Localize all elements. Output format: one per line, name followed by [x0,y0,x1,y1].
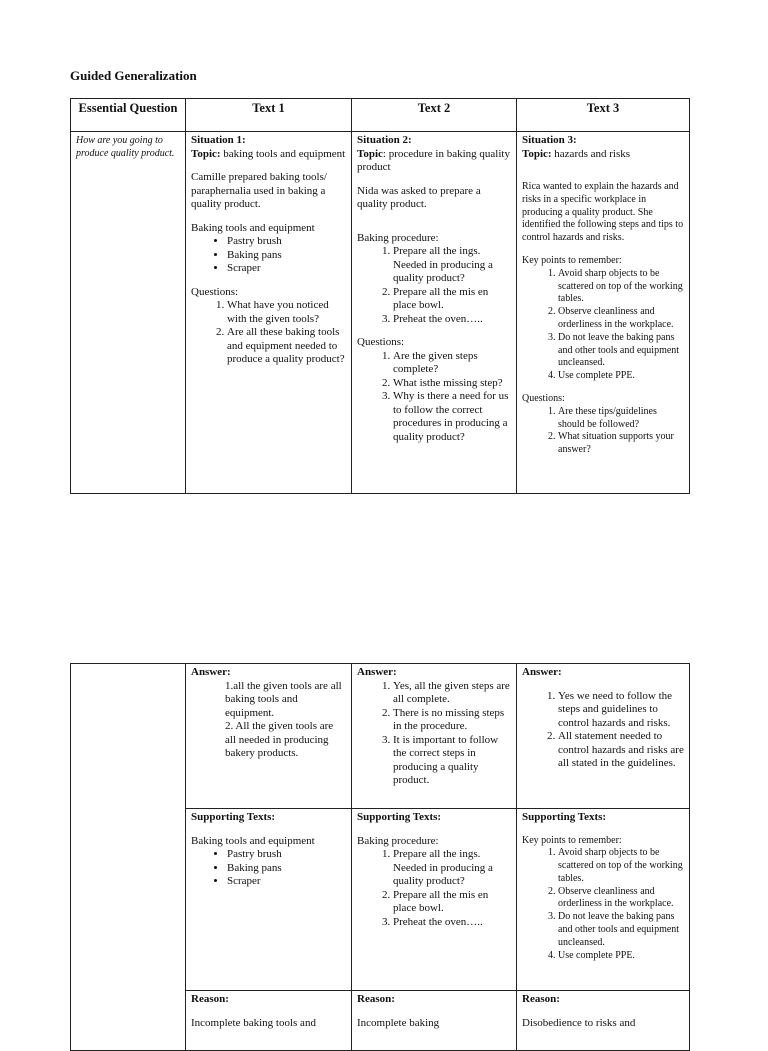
answer-2-list [357,680,511,788]
situation-1-topic: baking tools and equipment [220,147,346,160]
reason-3-text: Disobedience to risks and [522,1016,636,1029]
topic-label: Topic: [191,147,221,160]
answers-table [70,663,690,1051]
situation-1-list [191,235,346,276]
list-item: 2. Prepare all the mis en place bowl. [393,889,511,916]
list-item: 2. There is no missing steps in the procedure. [393,707,511,734]
list-item: • Baking pans [227,249,346,263]
situation-3-topic: hazards and risks [551,147,631,160]
question-item: 3. Why is there a need for us to follow the correct procedures in producing a quality product? [393,390,511,444]
supporting-1-heading: Baking tools and equipment [191,834,315,847]
situation-2-list-heading: Baking procedure: [357,231,439,244]
reason-3-cell [517,991,690,1051]
list-item: • Pastry brush [227,848,346,862]
reason-2-cell [352,991,517,1051]
list-item: 1. Avoid sharp objects to be scattered on top of the working tables. [558,847,684,885]
answer-label: Answer: [191,666,231,678]
list-item: 4. Use complete PPE. [558,950,684,963]
supporting-3-cell [517,809,690,991]
essential-question-cell: How are you going to produce quality product. [71,132,186,494]
reason-label: Reason: [522,993,560,1005]
blank-cell [71,664,186,1051]
situation-1-questions [191,299,346,367]
document-title: Guided Generalization [70,68,197,83]
question-item: 2. What isthe missing step? [393,377,511,391]
list-item: 2. Prepare all the mis en place bowl. [393,286,511,313]
reason-1-text: Incomplete baking tools and [191,1016,316,1029]
question-item: 2. What situation supports your answer? [558,431,684,457]
situation-3-questions-label: Questions: [522,392,565,404]
header-text-2: Text 2 [352,99,517,132]
reason-label: Reason: [191,993,229,1005]
list-item: 3. Preheat the oven….. [393,916,511,930]
situation-2-label: Situation 2: [357,134,412,146]
answer-label: Answer: [522,666,562,678]
list-item: 1. Avoid sharp objects to be scattered on top of the working tables. [558,268,684,306]
question-item: 1. Are the given steps complete? [393,350,511,377]
list-item: • Pastry brush [227,235,346,249]
list-item: 3. It is important to follow the correct steps in producing a quality product. [393,734,511,788]
list-item: 1. Yes, all the given steps are all complete. [393,680,511,707]
question-item: 1. What have you noticed with the given tools? [227,299,346,326]
supporting-1-list [191,848,346,889]
situation-3-list-heading: Key points to remember: [522,254,622,266]
list-item: 3. Do not leave the baking pans and other tools and equipment uncleansed. [558,332,684,370]
situation-3-intro: Rica wanted to explain the hazards and risks in a specific workplace in producing a quality product. She identified the following steps and tips to control hazards and risks. [522,181,684,244]
situation-3-list [522,268,684,383]
supporting-2-cell [352,809,517,991]
situation-1-cell [186,132,352,494]
situation-1-questions-label: Questions: [191,285,239,298]
answer-label: Answer: [357,666,397,678]
supporting-label: Supporting Texts: [191,811,276,823]
header-text-3: Text 3 [517,99,690,132]
list-item: 1. Prepare all the ings. Needed in producing a quality product? [393,245,511,286]
answer-2-cell [352,664,517,809]
reason-2-text: Incomplete baking [357,1016,440,1029]
supporting-label: Supporting Texts: [357,811,442,823]
situation-1-list-heading: Baking tools and equipment [191,221,315,234]
list-item: 2. All statement needed to control hazards and risks are all stated in the guidelines. [558,730,684,771]
reason-1-cell [186,991,352,1051]
situation-3-questions [522,406,684,457]
list-item: 2. Observe cleanliness and orderliness in the workplace. [558,306,684,332]
answer-3-cell [517,664,690,809]
situation-1-intro: Camille prepared baking tools/ paraphernalia used in baking a quality product. [191,171,327,210]
question-item: 2. Are all these baking tools and equipment needed to produce a quality product? [227,326,346,367]
supporting-2-heading: Baking procedure: [357,834,439,847]
list-item: 1. Prepare all the ings. Needed in producing a quality product? [393,848,511,889]
header-essential-question: Essential Question [71,99,186,132]
list-item: 3. Preheat the oven….. [393,313,511,327]
answer-1-cell [186,664,352,809]
supporting-3-heading: Key points to remember: [522,834,622,846]
topic-label: Topic [357,147,383,160]
list-item: 4. Use complete PPE. [558,370,684,383]
answer-3-list [522,690,684,771]
generalization-table [70,98,690,494]
answer-1-line: 2. All the given tools are all needed in producing bakery products. [225,720,334,759]
topic-label: Topic: [522,147,552,160]
question-item: 1. Are these tips/guidelines should be followed? [558,406,684,432]
situation-2-questions [357,350,511,445]
situation-2-cell [352,132,517,494]
situation-3-label: Situation 3: [522,134,577,146]
list-item: • Baking pans [227,862,346,876]
supporting-label: Supporting Texts: [522,811,607,823]
supporting-1-cell [186,809,352,991]
situation-2-topic: : procedure in baking quality product [357,147,510,173]
list-item: • Scraper [227,875,346,889]
list-item: • Scraper [227,262,346,276]
list-item: 2. Observe cleanliness and orderliness in the workplace. [558,886,684,912]
reason-label: Reason: [357,993,395,1005]
header-text-1: Text 1 [186,99,352,132]
situation-2-list [357,245,511,326]
situation-2-questions-label: Questions: [357,336,405,348]
supporting-3-list [522,847,684,962]
situation-3-cell [517,132,690,494]
situation-1-label: Situation 1: [191,134,246,146]
situation-2-intro: Nida was asked to prepare a quality product. [357,184,481,210]
list-item: 3. Do not leave the baking pans and other tools and equipment uncleansed. [558,911,684,949]
answer-1-line: 1.all the given tools are all baking tools and equipment. [225,679,342,719]
list-item: 1. Yes we need to follow the steps and guidelines to control hazards and risks. [558,690,684,731]
supporting-2-list [357,848,511,929]
